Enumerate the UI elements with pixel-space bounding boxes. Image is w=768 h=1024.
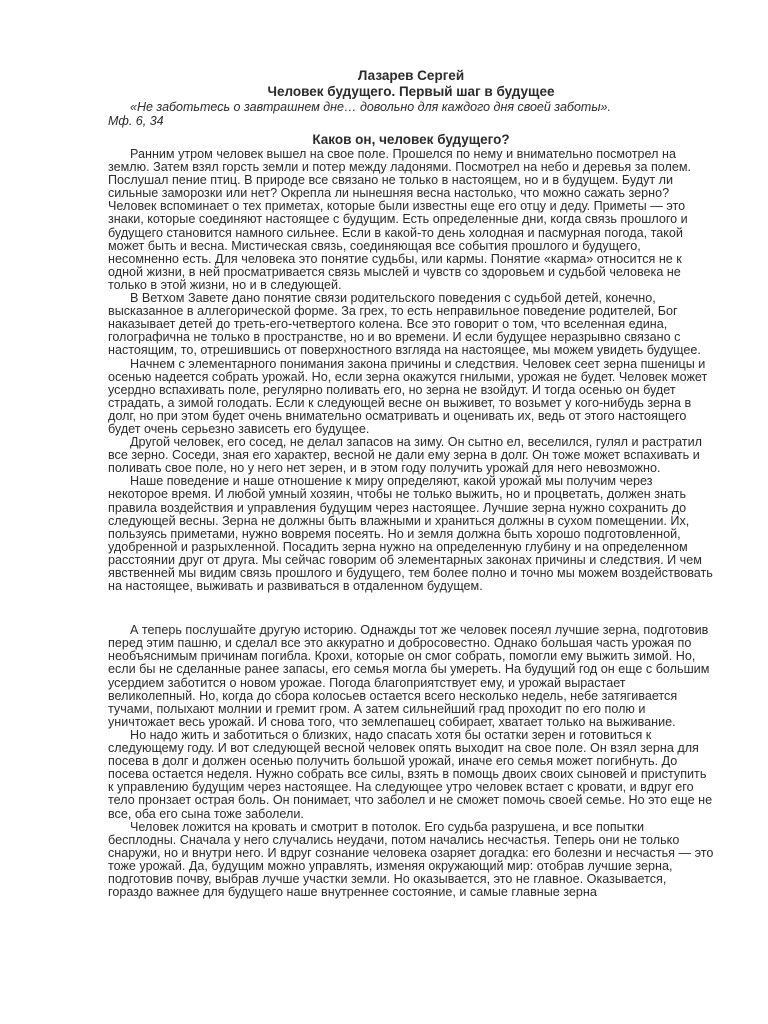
section-title: Каков он, человек будущего?	[312, 132, 510, 147]
section-gap	[108, 593, 714, 624]
paragraph: Начнем с элементарного понимания закона причины и следствия. Человек сеет зерна пшеницы и осенью надеется собрать урожай. Но, если зерна окажутся гнилыми, урожая не будет. Человек может усердно вспахивать поле, регулярно поливать его, но зерна не взойдут. И тогда осенью он будет страдать, а зимой голодать. Если к следующей весне он выживет, то возьмет у кого-нибудь зерна в долг, но при этом будет очень внимательно осматривать и оценивать их, ведь от этого настоящего будет очень серьезно зависеть его будущее.	[108, 356, 708, 436]
document-page	[108, 68, 714, 899]
book-title: Человек будущего. Первый шаг в будущее	[267, 84, 555, 99]
epigraph-reference: Мф. 6, 34	[108, 114, 164, 128]
paragraph: Но надо жить и заботиться о близких, надо спасать хотя бы остатки зерен и готовиться к следующему году. И вот следующей весной человек опять выходит на свое поле. Он взял зерна для посева в долг и должен осенью получить большой урожай, иначе его семья может погибнуть. До посева остается неделя. Нужно собрать все силы, взять в помощь двоих своих сыновей и приступить к управлению будущим через настоящее. На следующее утро человек встает с кровати, и вдруг его тело пронзает острая боль. Он понимает, что заболел и не сможет помочь своей семье. Но это еще не все, оба его сына тоже заболели.	[108, 727, 713, 821]
paragraph: В Ветхом Завете дано понятие связи родительского поведения с судьбой детей, конечно, высказанное в аллегорической форме. За грех, то есть неправильное поведение родителей, Бог наказывает детей до треть-его-четвертого колена. Все это говорит о том, что вселенная едина, голографична не только в пространстве, но и во времени. И если будущее неразрывно связано с настоящим, то, отрешившись от поверхностного взгляда на настоящее, мы можем увидеть будущее.	[108, 291, 701, 358]
epigraph: «Не заботьтесь о завтрашнем дне… довольно для каждого дня своей заботы».	[130, 100, 611, 114]
paragraph: А теперь послушайте другую историю. Однажды тот же человек посеял лучшие зерна, подготовив перед этим пашню, и сделал все это аккуратно и добросовестно. Однако большая часть урожая по необъяснимым причинам погибла. Крохи, которые он смог собрать, помогли ему выжить зимой. Но, если бы не сделанные ранее запасы, его семья могла бы умереть. На будущий год он еще с большим усердием заботится о новом урожае. Погода благоприятствует ему, и урожай вырастает великолепный. Но, когда до сбора колосьев остается всего несколько недель, небе затягивается тучами, полыхают молнии и гремит гром. А затем сильнейший град проходит по его полю и уничтожает весь урожай. И снова того, что землепашец собирает, хватает только на выживание.	[108, 623, 710, 729]
author-name: Лазарев Сергей	[357, 68, 465, 83]
paragraph: Другой человек, его сосед, не делал запасов на зиму. Он сытно ел, веселился, гулял и растратил все зерно. Соседи, зная его характер, весной не дали ему зерна в долг. Он тоже может вспахивать и поливать свое поле, но у него нет зерен, и в этом году получить урожай для него невозможно.	[108, 435, 702, 476]
paragraph: Наше поведение и наше отношение к миру определяют, какой урожай мы получим через некоторое время. И любой умный хозяин, чтобы не только выжить, но и процветать, должен знать правила воздействия и управления будущим через настоящее. Лучшие зерна нужно сохранить до следующей весны. Зерна не должны быть влажными и храниться должны в сухом помещении. Их, пользуясь приметами, нужно вовремя посеять. Но и земля должна быть хорошо подготовленной, удобренной и разрыхленной. Посадить зерна нужно на определенную глубину и на определенном расстоянии друг от друга. Мы сейчас говорим об элементарных законах причины и следствия. И чем явственней мы видим связь прошлого и будущего, тем более полно и точно мы можем воздействовать на настоящее, выживать и развиваться в отдаленном будущем.	[108, 474, 713, 594]
paragraph: Человек ложится на кровать и смотрит в потолок. Его судьба разрушена, и все попытки бесплодны. Сначала у него случались неудачи, потом начались несчастья. Теперь они не только снаружи, но и внутри него. И вдруг сознание человека озаряет догадка: его болезни и несчастья — это тоже урожай. Да, будущим можно управлять, изменяя окружающий мир: отобрав лучшие зерна, подготовив почву, выбрав лучше участки земли. Но оказывается, это не главное. Оказывается, гораздо важнее для будущего наше внутреннее состояние, и самые главные зерна	[108, 819, 714, 900]
paragraph: Ранним утром человек вышел на свое поле. Прошелся по нему и внимательно посмотрел на землю. Затем взял горсть земли и потер между ладонями. Посмотрел на небо и деревья за полем. Послушал пение птиц. В природе все связано не только в настоящем, но и в будущем. Будут ли сильные заморозки или нет? Окрепла ли нынешняя весна настолько, что можно сажать зерно? Человек вспоминает о тех приметах, которые были известны еще его отцу и деду. Приметы — это знаки, которые соединяют настоящее с будущим. Есть определенные дни, когда связь прошлого и будущего становится намного сильнее. Если в какой-то день холодная и пасмурная погода, такой может быть и весна. Мистическая связь, соединяющая все события прошлого и будущего, несомненно есть. Для человека это понятие судьбы, или кармы. Понятие «карма» относится не к одной жизни, в ней просматривается связь мыслей и чувств со здоровьем и судьбой человека не только в этой жизни, но и в следующей.	[108, 147, 692, 292]
